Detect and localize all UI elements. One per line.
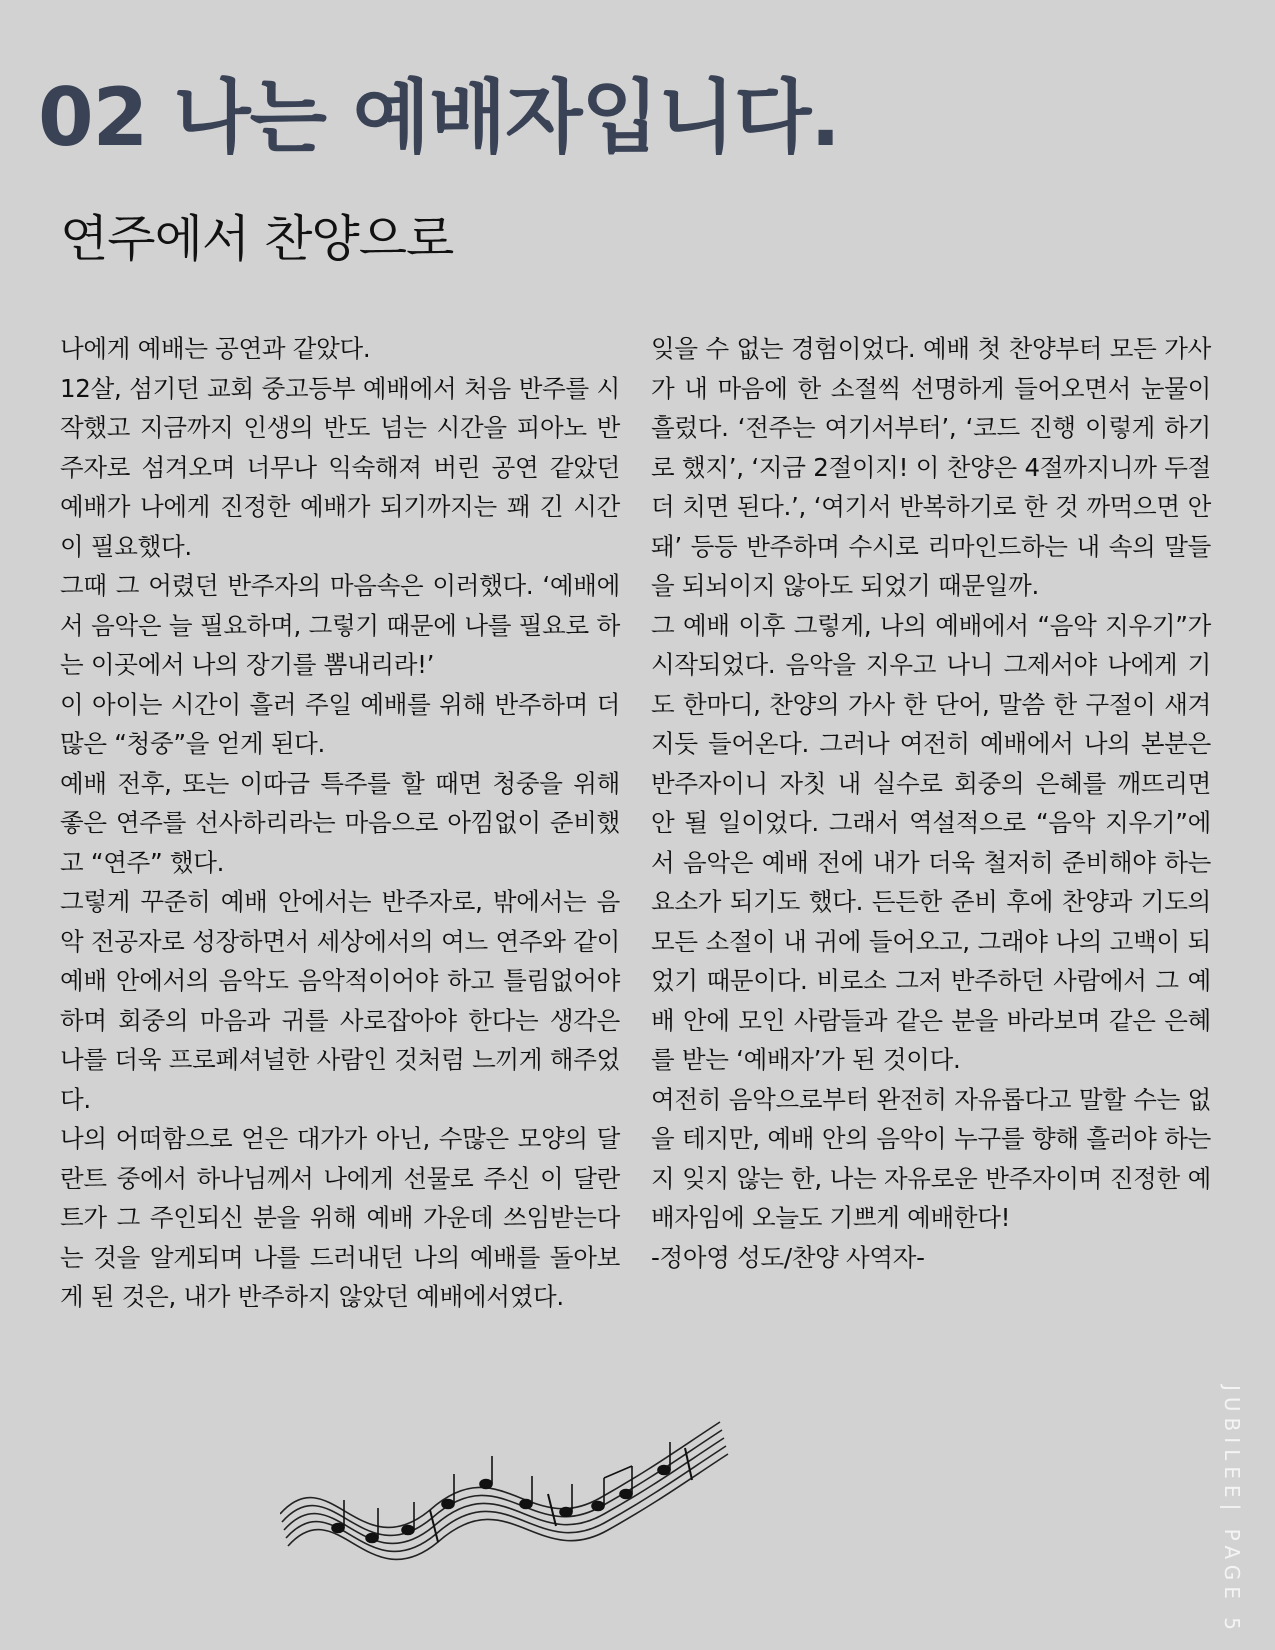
- right-column: [651, 329, 1211, 1277]
- music-staff-icon: [280, 1418, 740, 1568]
- page-folio: JUBILEE| PAGE 5: [1220, 1385, 1244, 1636]
- paragraph: 여전히 음악으로부터 완전히 자유롭다고 말할 수는 없을 테지만, 예배 안의 음악이 누구를 향해 흘러야 하는지 잊지 않는 한, 나는 자유로운 반주자이며 진정한 예배자임에 오늘도 기쁘게 예배한다!: [651, 1084, 1211, 1232]
- author-credit: -정아영 성도/찬양 사역자-: [651, 1242, 925, 1272]
- title-text: 나는 예배자입니다.: [173, 71, 840, 164]
- paragraph: 이 아이는 시간이 흘러 주일 예배를 위해 반주하며 더 많은 “청중”을 얻게 된다.: [60, 689, 620, 758]
- paragraph: 그때 그 어렸던 반주자의 마음속은 이러했다. ‘예배에서 음악은 늘 필요하며, 그렇기 때문에 나를 필요로 하는 이곳에서 나의 장기를 뽐내리라!’: [60, 571, 620, 679]
- paragraph: 나의 어떠함으로 얻은 대가가 아닌, 수많은 모양의 달란트 중에서 하나님께서 나에게 선물로 주신 이 달란트가 그 주인되신 분을 위해 예배 가운데 쓰임받는다는 것을 알게되며 나를 드러내던 나의 예배를 돌아보게 된 것은, 내가 반주하지 않았던 예배에서였다.: [60, 1124, 620, 1311]
- paragraph: 그 예배 이후 그렇게, 나의 예배에서 “음악 지우기”가 시작되었다. 음악을 지우고 나니 그제서야 나에게 기도 한마디, 찬양의 가사 한 단어, 말씀 한 구절이 새겨지듯 들어온다. 그러나 여전히 예배에서 나의 본분은 반주자이니 자칫 내 실수로 회중의 은혜를 깨뜨리면 안 될 일이었다. 그래서 역설적으로 “음악 지우기”에서 음악은 예배 전에 내가 더욱 철저히 준비해야 하는 요소가 되기도 했다. 든든한 준비 후에 찬양과 기도의 모든 소절이 내 귀에 들어오고, 그래야 나의 고백이 되었기 때문이다. 비로소 그저 반주하던 사람에서 그 예배 안에 모인 사람들과 같은 분을 바라보며 같은 은혜를 받는 ‘예배자’가 된 것이다.: [651, 610, 1211, 1074]
- left-column: [60, 329, 620, 1317]
- paragraph: 나에게 예배는 공연과 같았다.: [60, 334, 371, 363]
- page-title: [38, 71, 840, 164]
- paragraph: 12살, 섬기던 교회 중고등부 예배에서 처음 반주를 시작했고 지금까지 인생의 반도 넘는 시간을 피아노 반주자로 섬겨오며 너무나 익숙해져 버린 공연 같았던 예배가 나에게 진정한 예배가 되기까지는 꽤 긴 시간이 필요했다.: [60, 373, 620, 561]
- article-subtitle: 연주에서 찬양으로: [60, 210, 454, 268]
- paragraph: 그렇게 꾸준히 예배 안에서는 반주자로, 밖에서는 음악 전공자로 성장하면서 세상에서의 여느 연주와 같이 예배 안에서의 음악도 음악적이어야 하고 틀림없어야 하며 회중의 마음과 귀를 사로잡아야 한다는 생각은 나를 더욱 프로페셔널한 사람인 것처럼 느끼게 해주었다.: [60, 887, 620, 1114]
- paragraph: 예배 전후, 또는 이따금 특주를 할 때면 청중을 위해 좋은 연주를 선사하리라는 마음으로 아낌없이 준비했고 “연주” 했다.: [60, 768, 620, 877]
- paragraph: 잊을 수 없는 경험이었다. 예배 첫 찬양부터 모든 가사가 내 마음에 한 소절씩 선명하게 들어오면서 눈물이 흘렀다. ‘전주는 여기서부터’, ‘코드 진행 이렇게 하기로 했지’, ‘지금 2절이지! 이 찬양은 4절까지니까 두절 더 치면 된다.’, ‘여기서 반복하기로 한 것 까먹으면 안 돼’ 등등 반주하며 수시로 리마인드하는 내 속의 말들을 되뇌이지 않아도 되었기 때문일까.: [651, 334, 1211, 600]
- section-number: 02: [38, 71, 148, 164]
